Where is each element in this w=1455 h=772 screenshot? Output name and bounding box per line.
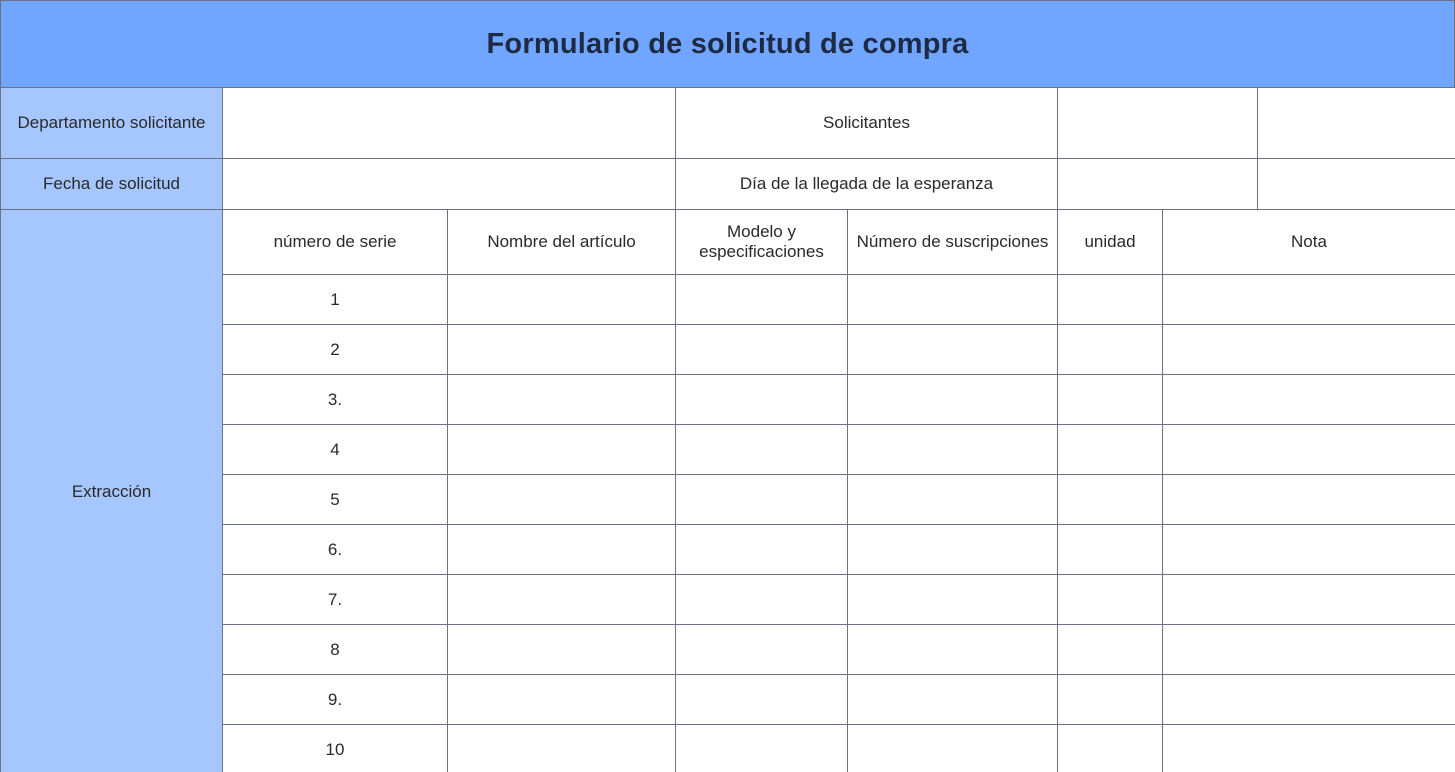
quantity-cell[interactable] bbox=[848, 625, 1058, 675]
column-header-serial: número de serie bbox=[223, 210, 448, 275]
item-cell[interactable] bbox=[448, 275, 676, 325]
serial-cell: 9. bbox=[223, 675, 448, 725]
request-date-row bbox=[1, 159, 1455, 210]
note-cell[interactable] bbox=[1163, 575, 1455, 625]
quantity-cell[interactable] bbox=[848, 275, 1058, 325]
serial-cell: 10 bbox=[223, 725, 448, 772]
quantity-cell[interactable] bbox=[848, 575, 1058, 625]
item-cell[interactable] bbox=[448, 475, 676, 525]
department-row bbox=[1, 88, 1455, 159]
item-cell[interactable] bbox=[448, 675, 676, 725]
items-header-row bbox=[1, 210, 1455, 275]
serial-cell: 6. bbox=[223, 525, 448, 575]
model-cell[interactable] bbox=[676, 375, 848, 425]
note-cell[interactable] bbox=[1163, 275, 1455, 325]
serial-cell: 4 bbox=[223, 425, 448, 475]
serial-cell: 2 bbox=[223, 325, 448, 375]
form-table bbox=[0, 87, 1455, 772]
serial-cell: 1 bbox=[223, 275, 448, 325]
model-cell[interactable] bbox=[676, 475, 848, 525]
expected-arrival-label: Día de la llegada de la esperanza bbox=[676, 159, 1058, 210]
unit-cell[interactable] bbox=[1058, 325, 1163, 375]
note-cell[interactable] bbox=[1163, 725, 1455, 772]
unit-cell[interactable] bbox=[1058, 625, 1163, 675]
model-cell[interactable] bbox=[676, 575, 848, 625]
model-cell[interactable] bbox=[676, 275, 848, 325]
model-cell[interactable] bbox=[676, 675, 848, 725]
quantity-cell[interactable] bbox=[848, 425, 1058, 475]
quantity-cell[interactable] bbox=[848, 325, 1058, 375]
note-cell[interactable] bbox=[1163, 675, 1455, 725]
form-title-bar bbox=[0, 0, 1455, 88]
item-cell[interactable] bbox=[448, 575, 676, 625]
unit-cell[interactable] bbox=[1058, 725, 1163, 772]
unit-cell[interactable] bbox=[1058, 475, 1163, 525]
column-header-item-name: Nombre del artículo bbox=[448, 210, 676, 275]
items-section-label: Extracción bbox=[1, 210, 223, 772]
quantity-cell[interactable] bbox=[848, 475, 1058, 525]
model-cell[interactable] bbox=[676, 425, 848, 475]
item-cell[interactable] bbox=[448, 725, 676, 772]
column-header-unit: unidad bbox=[1058, 210, 1163, 275]
requester-field-2[interactable] bbox=[1258, 88, 1455, 159]
quantity-cell[interactable] bbox=[848, 375, 1058, 425]
model-cell[interactable] bbox=[676, 525, 848, 575]
department-label: Departamento solicitante bbox=[1, 88, 223, 159]
note-cell[interactable] bbox=[1163, 425, 1455, 475]
item-cell[interactable] bbox=[448, 525, 676, 575]
model-cell[interactable] bbox=[676, 625, 848, 675]
expected-arrival-field-2[interactable] bbox=[1258, 159, 1455, 210]
item-cell[interactable] bbox=[448, 325, 676, 375]
unit-cell[interactable] bbox=[1058, 525, 1163, 575]
quantity-cell[interactable] bbox=[848, 525, 1058, 575]
serial-cell: 7. bbox=[223, 575, 448, 625]
requester-field-1[interactable] bbox=[1058, 88, 1258, 159]
note-cell[interactable] bbox=[1163, 525, 1455, 575]
expected-arrival-field-1[interactable] bbox=[1058, 159, 1258, 210]
serial-cell: 8 bbox=[223, 625, 448, 675]
item-cell[interactable] bbox=[448, 625, 676, 675]
serial-cell: 5 bbox=[223, 475, 448, 525]
column-header-quantity: Número de suscripciones bbox=[848, 210, 1058, 275]
model-cell[interactable] bbox=[676, 325, 848, 375]
column-header-model: Modelo y especificaciones bbox=[676, 210, 848, 275]
serial-cell: 3. bbox=[223, 375, 448, 425]
request-date-field[interactable] bbox=[223, 159, 676, 210]
unit-cell[interactable] bbox=[1058, 275, 1163, 325]
unit-cell[interactable] bbox=[1058, 675, 1163, 725]
column-header-note: Nota bbox=[1163, 210, 1455, 275]
note-cell[interactable] bbox=[1163, 375, 1455, 425]
model-cell[interactable] bbox=[676, 725, 848, 772]
unit-cell[interactable] bbox=[1058, 375, 1163, 425]
note-cell[interactable] bbox=[1163, 325, 1455, 375]
unit-cell[interactable] bbox=[1058, 575, 1163, 625]
note-cell[interactable] bbox=[1163, 625, 1455, 675]
requester-label: Solicitantes bbox=[676, 88, 1058, 159]
quantity-cell[interactable] bbox=[848, 725, 1058, 772]
request-date-label: Fecha de solicitud bbox=[1, 159, 223, 210]
note-cell[interactable] bbox=[1163, 475, 1455, 525]
item-cell[interactable] bbox=[448, 375, 676, 425]
form-title: Formulario de solicitud de compra bbox=[486, 27, 969, 60]
quantity-cell[interactable] bbox=[848, 675, 1058, 725]
department-field[interactable] bbox=[223, 88, 676, 159]
unit-cell[interactable] bbox=[1058, 425, 1163, 475]
item-cell[interactable] bbox=[448, 425, 676, 475]
